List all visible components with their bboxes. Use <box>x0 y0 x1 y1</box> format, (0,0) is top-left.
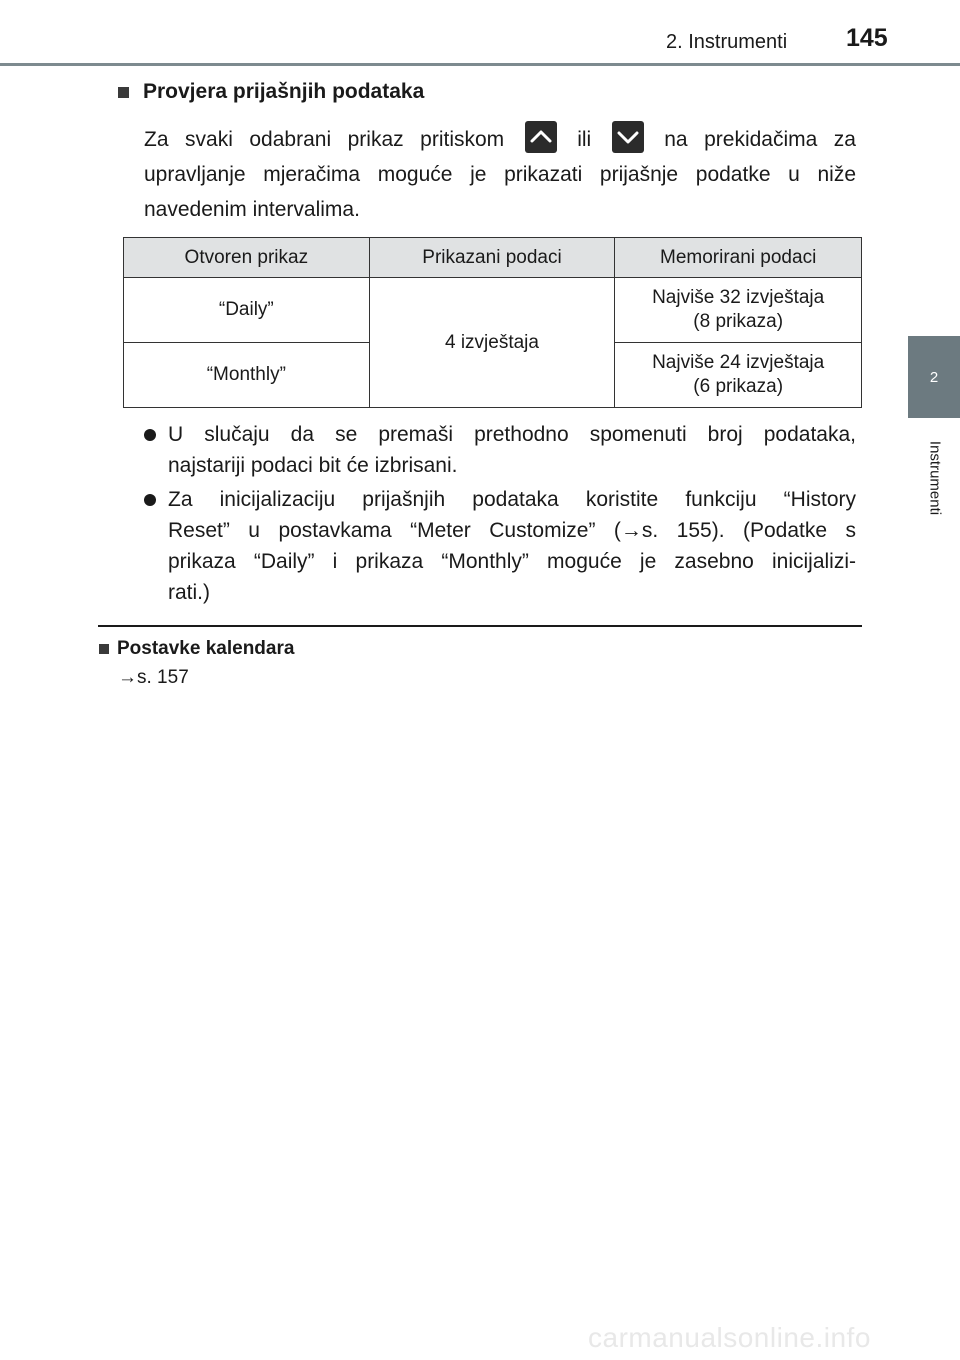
side-tab-label: Instrumenti <box>926 440 944 516</box>
section-heading <box>118 80 424 104</box>
table-cell-shown: 4 izvještaja <box>369 278 615 408</box>
chevron-down-icon <box>612 121 644 153</box>
section-heading <box>99 638 294 660</box>
table-header-row <box>124 238 862 278</box>
bullet-dot-icon <box>144 429 156 441</box>
section-heading-text: Postavke kalendara <box>117 638 295 659</box>
history-table <box>123 237 862 408</box>
table-cell-view: “Daily” <box>124 278 370 343</box>
list-item: U slučaju da se premaši prethodno spomenuti broj podataka, najstariji podaci bit će izbrisani. <box>144 419 856 481</box>
side-tab-number: 2 <box>929 368 939 386</box>
table-header: Otvoren prikaz <box>124 238 370 278</box>
table-header: Memorirani podaci <box>615 238 862 278</box>
intro-line-2: upravljanje mjeračima moguće je prikazati prijašnje podatke u niže <box>144 163 856 186</box>
intro-line-1: Za svaki odabrani prikaz pritiskom ili na prekidačima za <box>144 122 856 157</box>
header-rule <box>0 63 960 66</box>
table-cell-stored: Najviše 24 izvještaja (6 prikaza) <box>615 343 862 408</box>
square-bullet-icon <box>118 87 129 98</box>
bullet-dot-icon <box>144 494 156 506</box>
watermark: carmanualsonline.info <box>588 1322 871 1353</box>
side-tab[interactable] <box>908 336 960 418</box>
page-number: 145 <box>846 24 888 52</box>
bullet-list <box>144 419 856 611</box>
table-row <box>124 278 862 343</box>
chevron-up-icon <box>525 121 557 153</box>
intro-line-3: navedenim intervalima. <box>144 198 360 221</box>
section-heading-text: Provjera prijašnjih podataka <box>143 80 425 103</box>
intro-paragraph <box>144 122 856 227</box>
table-header: Prikazani podaci <box>369 238 615 278</box>
page-reference-link[interactable]: →s. 157 <box>118 667 189 688</box>
section-divider <box>98 625 862 627</box>
table-cell-view: “Monthly” <box>124 343 370 408</box>
square-bullet-icon <box>99 644 109 654</box>
chapter-title: 2. Instrumenti <box>666 31 788 53</box>
list-item: Za inicijalizaciju prijašnjih podataka koristite funkciju “History Reset” u postavkama “Meter Customize” (→s. 155). (Podatke s prikaza “Daily” i prikaza “Monthly” moguće je zasebno inicijalizi- rati.) <box>144 484 856 608</box>
table-cell-stored: Najviše 32 izvještaja (8 prikaza) <box>615 278 862 343</box>
